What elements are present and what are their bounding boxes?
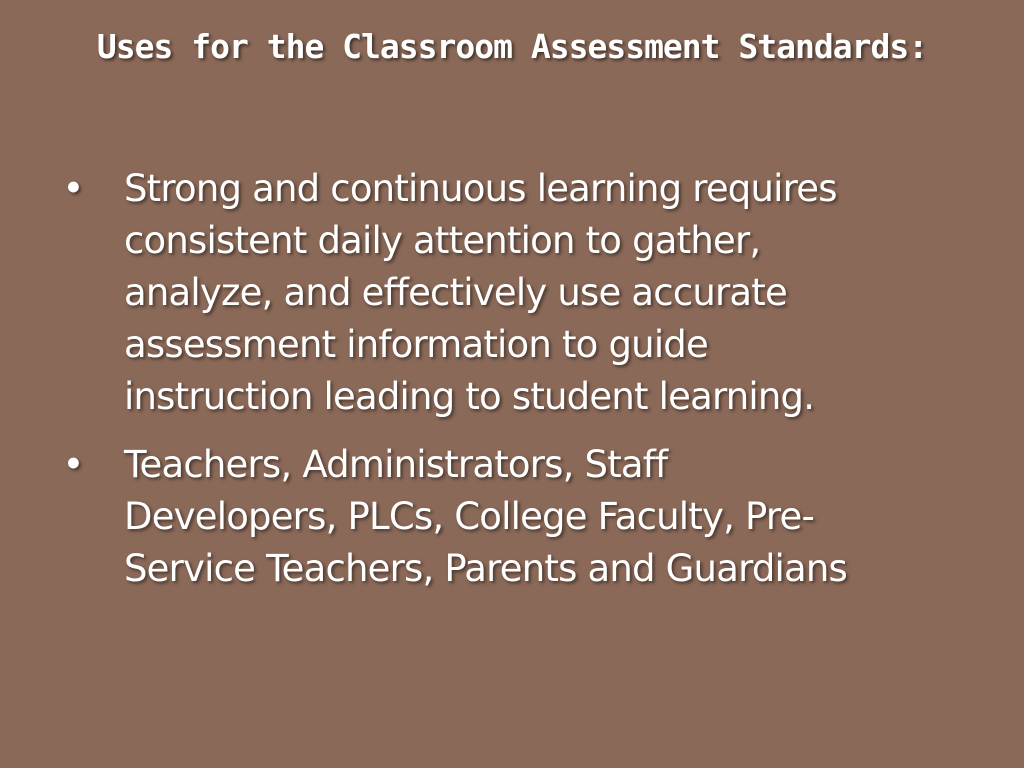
bullet-list <box>58 163 888 611</box>
bullet-text: Strong and continuous learning requires consistent daily attention to gather, analyze, and effectively use accurate assessment information to guide instruction leading to student learning. <box>124 167 837 418</box>
bullet-icon: • <box>62 167 84 210</box>
bullet-icon: • <box>62 443 84 486</box>
bullet-item-audience <box>58 439 888 595</box>
bullet-text: Teachers, Administrators, Staff Developers, PLCs, College Faculty, Pre-Service Teachers, Parents and Guardians <box>124 443 848 590</box>
bullet-item-learning <box>58 163 888 423</box>
slide-title: Uses for the Classroom Assessment Standards: <box>96 27 928 66</box>
